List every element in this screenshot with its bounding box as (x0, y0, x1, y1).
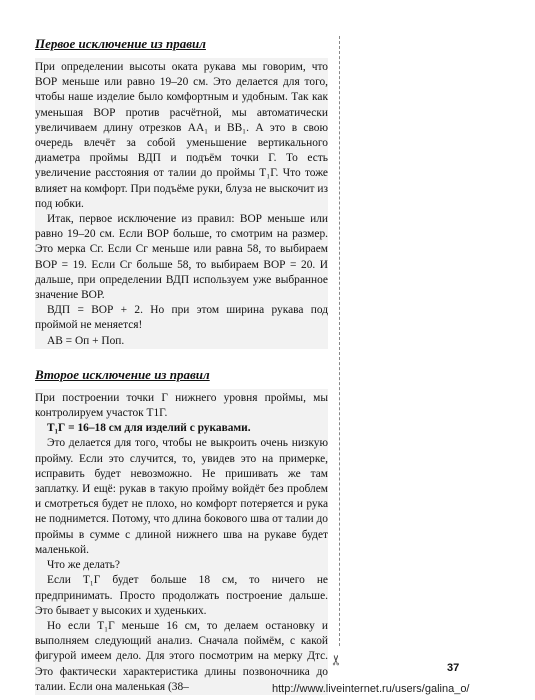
section-2-paragraph: Это делается для того, чтобы не выкроить очень низкую пройму. Если это случится, то, увидев это на примерке, исправить будет невозможно. Не пришивать же там заплатку. И ещё: рукав в такую пройму войдёт без проблем и смотреться будет не плохо, но комфорт потеряется и рука не поднимется. Потому, что длина бокового шва от талии до проймы в сумме с длиной нижнего шва на рукаве будет маленькой. (35, 437, 328, 556)
section-1-paragraph: При определении высоты оката рукава мы говорим, что ВОР меньше или равно 19–20 см. Это делается для того, чтобы наше изделие было комфортным и удобным. Так как уменьшая ВОР против расчётной, мы автоматически увеличиваем длину отрезков АА₁ и ВВ₁. А это в свою очередь влечёт за собой уменьшение вертикального диаметра проймы ВДП и подъём точки Г. То есть увеличение расстояния от талии до проймы Т₁Г. Что тоже влияет на комфорт. При подъёме руки, блуза не выскочит из под юбки. (35, 61, 328, 210)
section-2-paragraph: Если Т₁Г будет больше 18 см, то ничего не предпринимать. Просто продолжать построение дальше. Это бывает у высоких и худеньких. (35, 574, 328, 617)
dashed-cut-line (339, 36, 340, 646)
page-number: 37 (447, 662, 460, 674)
section-2-paragraph: При построении точки Г нижнего уровня проймы, мы контролируем участок Т1Г. (35, 391, 328, 420)
section-2-paragraph: Но если Т₁Г меньше 16 см, то делаем остановку и выполняем следующий анализ. Сначала поймём, с какой фигурой имеем дело. Для этого посмотрим на мерку Дтс. Это фактически характеристика длины позвоночника до талии. Если она маленькая (38– (35, 619, 328, 693)
text-column (35, 36, 328, 695)
section-2-paragraph: Что же делать? (47, 559, 120, 572)
scissors-icon: ✂ (328, 654, 345, 666)
section-2-title: Второе исключение из правил (35, 366, 210, 382)
section-1-title: Первое исключение из правил (35, 36, 206, 51)
watermark-url: http://www.liveinternet.ru/users/galina_o/ (272, 683, 470, 695)
section-2-formula: Т₁Г = 16–18 см для изделий с рукавами. (47, 422, 251, 435)
section-1-formula: АВ = Оп + Поп. (47, 334, 125, 347)
section-1-body (35, 58, 328, 349)
section-1-paragraph: ВДП = ВОР + 2. Но при этом ширина рукава под проймой не меняется! (35, 304, 328, 332)
section-2-body (35, 389, 328, 695)
section-1-paragraph: Итак, первое исключение из правил: ВОР меньше или равно 19–20 см. Если ВОР больше, то смотрим на размер. Это мерка Сг. Если Сг меньше или равна 58, то выбираем ВОР = 19. Если Сг больше 58, то выбираем ВОР = 20. И дальше, при определении ВДП используем уже выбранное значение ВОР. (35, 213, 328, 302)
